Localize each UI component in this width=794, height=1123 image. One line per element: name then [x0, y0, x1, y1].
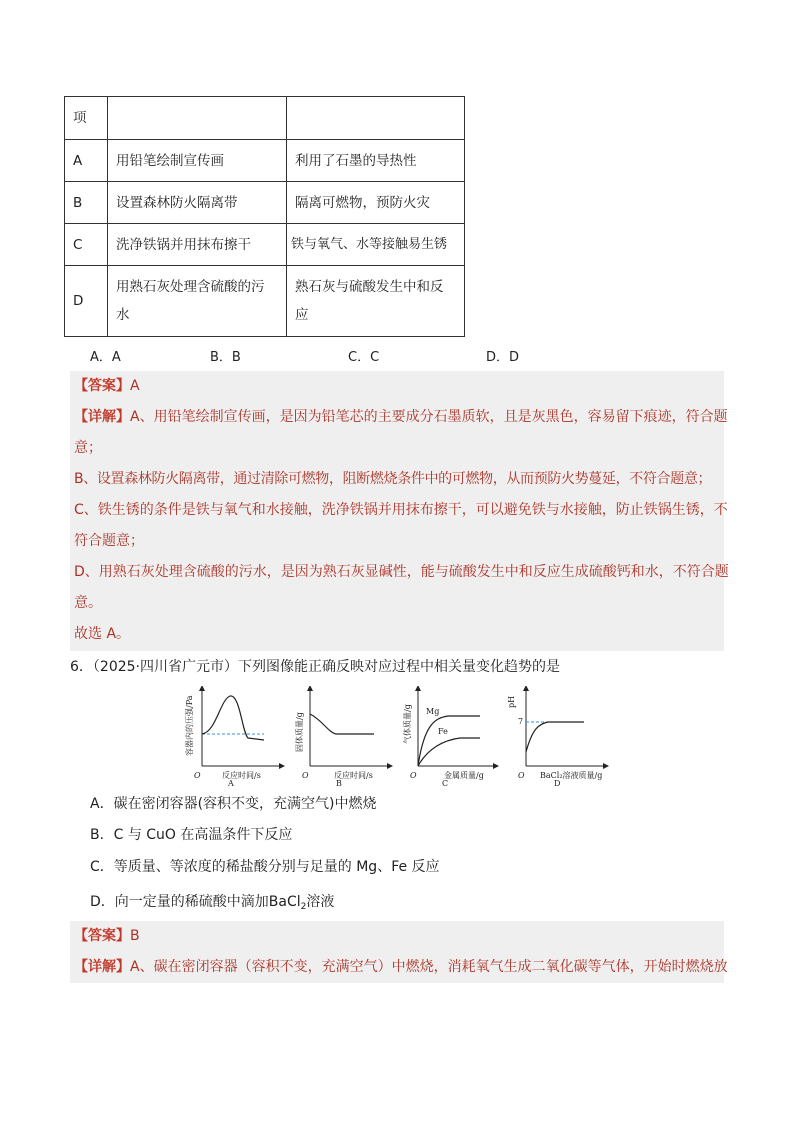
detail-line: 意。	[74, 595, 102, 611]
table-cell: 隔离可燃物，预防火灾	[287, 182, 465, 224]
table-row	[65, 266, 465, 337]
option-d-suffix: 溶液	[306, 894, 335, 910]
chart-d-xlabel: BaCl₂溶液质量/g	[540, 771, 603, 780]
chart-b-xlabel: 反应时间/s	[334, 771, 373, 780]
table-cell: D	[65, 266, 108, 337]
chart-a-xlabel: 反应时间/s	[222, 771, 261, 780]
option-d: D．D	[486, 350, 520, 365]
chart-c-series-mg: Mg	[426, 707, 440, 716]
chart-d-letter: D	[554, 779, 561, 786]
chart-c-origin: O	[410, 771, 417, 780]
option-c: C．C	[348, 350, 380, 365]
chart-d	[507, 688, 606, 786]
chart-d-ytick: 7	[518, 717, 524, 726]
detail-line	[70, 952, 728, 983]
table-cell	[287, 97, 465, 140]
q6-stem: 6．（2025·四川省广元市）下列图像能正确反映对应过程中相关量变化趋势的是	[70, 659, 560, 675]
table-cell	[287, 266, 465, 337]
q6-answer-block	[70, 921, 728, 983]
option-d-prefix: D．向一定量的稀硫酸中滴加	[90, 894, 269, 910]
table-cell: 利用了石墨的导热性	[287, 140, 465, 182]
chart-a-letter: A	[228, 779, 234, 786]
q5-answer-block	[70, 371, 729, 651]
table-cell: 设置森林防火隔离带	[108, 182, 287, 224]
chart-d-ylabel: pH	[507, 695, 516, 708]
table-cell: C	[65, 224, 108, 266]
q6-option-a: A．碳在密闭容器(容积不变，充满空气)中燃烧	[90, 796, 377, 812]
q6-option-c: C．等质量、等浓度的稀盐酸分别与足量的 Mg、Fe 反应	[90, 859, 440, 875]
q6-charts	[182, 686, 622, 786]
chart-a	[184, 688, 282, 786]
option-b: B．B	[210, 350, 241, 365]
chart-c-ylabel: 气体质量/g	[403, 704, 412, 744]
table-cell: 用铅笔绘制宣传画	[108, 140, 287, 182]
table-cell: 洗净铁锅并用抹布擦干	[108, 224, 287, 266]
q6-option-d	[90, 891, 334, 912]
cell-line: 水	[116, 307, 130, 323]
answer-line	[70, 921, 724, 952]
chart-b-letter: B	[336, 779, 342, 786]
chart-c-letter: C	[442, 779, 449, 786]
option-d-formula: BaCl	[268, 894, 301, 910]
table-row	[65, 182, 465, 224]
detail-line: 符合题意；	[74, 533, 144, 549]
chart-c	[402, 688, 496, 786]
chart-d-origin: O	[518, 771, 525, 780]
q6-option-b: B．C 与 CuO 在高温条件下反应	[90, 827, 293, 843]
chart-a-origin: O	[194, 771, 201, 780]
chart-b	[294, 688, 390, 786]
chart-b-ylabel: 固体质量/g	[295, 712, 304, 752]
table-row	[65, 224, 465, 266]
chart-c-series-fe: Fe	[438, 727, 448, 736]
option-d-sub: 2	[300, 902, 307, 912]
detail-line: B、设置森林防火隔离带，通过清除可燃物，阻断燃烧条件中的可燃物，从而预防火势蔓延，不符合题意；	[74, 471, 712, 487]
answer-tag: 【答案】	[74, 378, 130, 394]
table-header-row	[65, 97, 465, 140]
table-cell: 项	[65, 97, 108, 140]
table-cell	[108, 266, 287, 337]
detail-line: C、铁生锈的条件是铁与氧气和水接触，洗净铁锅并用抹布擦干，可以避免铁与水接触，防止铁锅生锈，不	[74, 502, 728, 518]
table-cell: B	[65, 182, 108, 224]
cell-line: 应	[295, 307, 309, 323]
detail-line	[70, 402, 728, 433]
detail-tag: 【详解】	[74, 409, 130, 425]
options-table	[64, 96, 465, 337]
cell-line: 用熟石灰处理含硫酸的污	[116, 279, 265, 295]
chart-c-xlabel: 金属质量/g	[444, 771, 484, 780]
table-row	[65, 140, 465, 182]
table-cell: 铁与氧气、水等接触易生锈	[287, 224, 465, 266]
option-a: A．A	[90, 350, 121, 365]
table-cell	[108, 97, 287, 140]
answer-value: B	[130, 928, 140, 944]
detail-line: 意；	[74, 440, 102, 456]
chart-a-ylabel: 容器内的压强/Pa	[185, 695, 194, 756]
q5-options	[90, 346, 610, 366]
answer-line	[70, 371, 724, 402]
detail-text: A、用铅笔绘制宣传画，是因为铅笔芯的主要成分石墨质软，且是灰黑色，容易留下痕迹，符合题	[130, 409, 728, 425]
chart-b-origin: O	[302, 771, 309, 780]
detail-text: A、碳在密闭容器（容积不变，充满空气）中燃烧，消耗氧气生成二氧化碳等气体，开始时燃烧放	[130, 959, 728, 975]
answer-value: A	[130, 378, 140, 394]
table-cell: A	[65, 140, 108, 182]
detail-tag: 【详解】	[74, 959, 130, 975]
cell-line: 熟石灰与硫酸发生中和反	[295, 279, 444, 295]
detail-line: 故选 A。	[74, 626, 131, 642]
answer-tag: 【答案】	[74, 928, 130, 944]
detail-line: D、用熟石灰处理含硫酸的污水，是因为熟石灰显碱性，能与硫酸发生中和反应生成硫酸钙和水，不符合题	[74, 564, 729, 580]
